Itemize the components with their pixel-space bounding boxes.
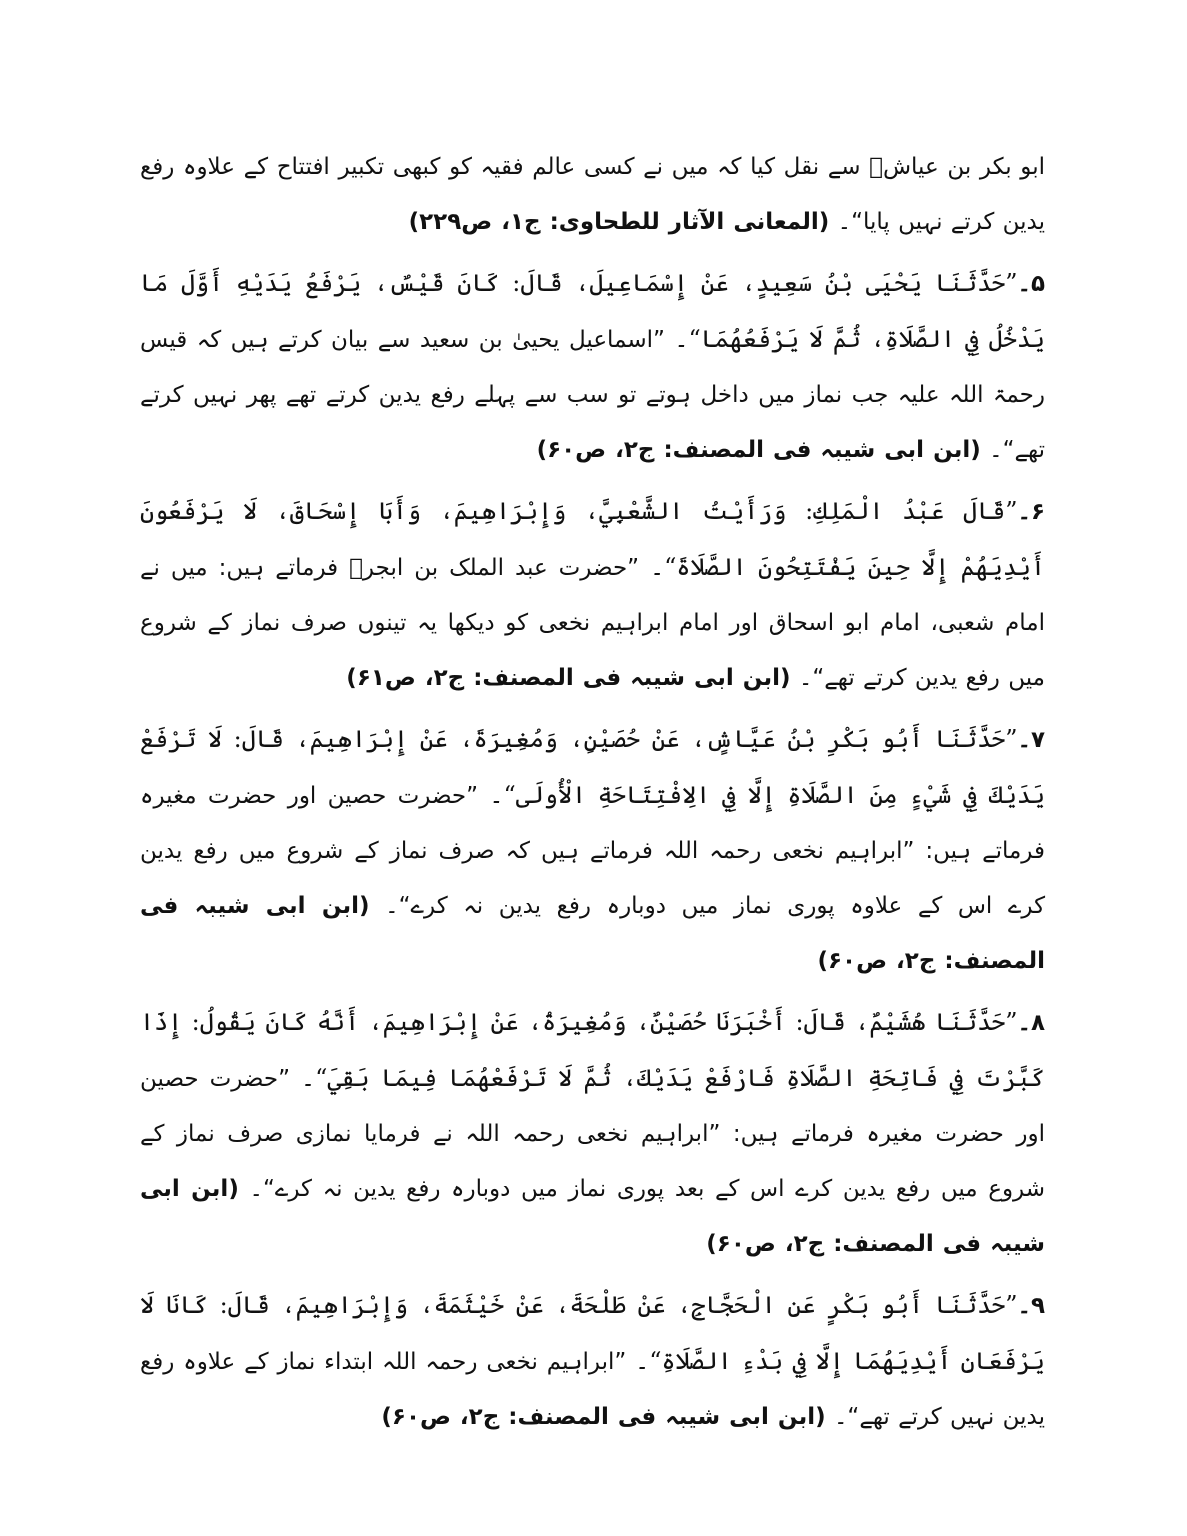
narration-6 [140,484,1045,706]
intro-paragraph [140,140,1045,250]
arabic-text: ”قَالَ عَبْدُ الْمَلِكِ: وَرَأَيْتُ الشَّعْبِيَّ، وَإِبْرَاهِيمَ، وَأَبَا إِسْحَاقَ، لَا يَرْفَعُونَ أَيْدِيَهُمْ إِلَّا حِينَ يَفْتَتِحُونَ الصَّلَاةَ“۔ [140,497,1046,581]
arabic-text: ”حَدَّثَنَا أَبُو بَكْرٍ عَنِ الْحَجَّاجِ، عَنْ طَلْحَةَ، عَنْ خَيْثَمَةَ، وَإِبْرَاهِيمَ، قَالَ: كَانَا لَا يَرْفَعَانِ أَيْدِيَهُمَا إِلَّا فِي بَدْءِ الصَّلَاةِ“۔ [140,1291,1045,1375]
narration-number: ۷۔ [1017,727,1045,753]
reference: (ابن ابی شیبہ فی المصنف: ج۲، ص۶۱) [346,665,791,691]
urdu-translation: ”حضرت حصین اور حضرت مغیرہ فرماتے ہیں: ”ابراہیم نخعی رحمہ اللہ نے فرمایا نمازی صرف نماز کے شروع میں رفع یدین کرے اس کے بعد پوری نماز میں دوبارہ رفع یدین نہ کرے“۔ [140,1066,1046,1202]
narration-7 [140,712,1045,989]
reference: (ابن ابی شیبہ فی المصنف: ج۲، ص۶۰) [140,893,1045,974]
reference: (ابن ابی شیبہ فی المصنف: ج۲، ص۶۰) [140,1176,1045,1257]
narration-9 [140,1278,1045,1445]
reference: (ابن ابی شیبہ فی المصنف: ج۲، ص۶۰) [536,437,981,463]
urdu-translation: ”حضرت عبد الملک بن ابجرؒ فرماتے ہیں: میں نے امام شعبی، امام ابو اسحاق اور امام ابراہیم نخعی کو دیکھا یہ تینوں صرف نماز کے شروع میں رفع یدین کرتے تھے“۔ [140,555,1045,691]
urdu-translation: ”ابراہیم نخعی رحمہ اللہ ابتداء نماز کے علاوہ رفع یدین نہیں کرتے تھے“۔ [140,1349,1045,1430]
arabic-text: ”حَدَّثَنَا أَبُو بَكْرِ بْنُ عَيَّاشٍ، عَنْ حُصَيْنٍ، وَمُغِيرَةَ، عَنْ إِبْرَاهِيمَ، قَالَ: لَا تَرْفَعْ يَدَيْكَ فِي شَيْءٍ مِنَ الصَّلَاةِ إِلَّا فِي الِافْتِتَاحَةِ الْأُولَى“۔ [140,725,1046,809]
intro-reference: (المعانی الآثار للطحاوی: ج۱، ص۲۲۹) [408,209,830,235]
narration-number: ۵۔ [1017,271,1045,297]
narration-number: ۹۔ [1017,1293,1045,1319]
narration-5 [140,256,1045,478]
urdu-translation: ”اسماعیل یحییٰ بن سعید سے بیان کرتے ہیں کہ قیس رحمۃ اللہ علیہ جب نماز میں داخل ہوتے تو سب سے پہلے رفع یدین کرتے تھے پھر نہیں کرتے تھے“۔ [140,327,1045,463]
intro-text: ابو بکر بن عیاشؒ سے نقل کیا کہ میں نے کسی عالم فقیہ کو کبھی تکبیر افتتاح کے علاوہ رفع یدین کرتے نہیں پایا“۔ [140,154,1045,235]
urdu-translation: ”حضرت حصین اور حضرت مغیرہ فرماتے ہیں: ”ابراہیم نخعی رحمہ اللہ فرماتے ہیں کہ صرف نماز کے شروع میں رفع یدین کرے اس کے علاوہ پوری نماز میں دوبارہ رفع یدین نہ کرے“۔ [140,783,1046,919]
narration-8 [140,995,1045,1272]
narration-number: ۶۔ [1017,499,1045,525]
reference: (ابن ابی شیبہ فی المصنف: ج۲، ص۶۰) [381,1404,826,1430]
document-page [140,140,1045,1451]
arabic-text: ”حَدَّثَنَا هُشَيْمٌ، قَالَ: أَخْبَرَنَا حُصَيْنٌ، وَمُغِيرَةُ، عَنْ إِبْرَاهِيمَ، أَنَّهُ كَانَ يَقُولُ: إِذَا كَبَّرْتَ فِي فَاتِحَةِ الصَّلَاةِ فَارْفَعْ يَدَيْكَ، ثُمَّ لَا تَرْفَعْهُمَا فِيمَا بَقِيَ“۔ [140,1008,1045,1092]
narration-number: ۸۔ [1017,1010,1045,1036]
arabic-text: ”حَدَّثَنَا يَحْيَى بْنُ سَعِيدٍ، عَنْ إِسْمَاعِيلَ، قَالَ: كَانَ قَيْسٌ، يَرْفَعُ يَدَيْهِ أَوَّلَ مَا يَدْخُلُ فِي الصَّلَاةِ، ثُمَّ لَا يَرْفَعُهُمَا“۔ [140,269,1045,353]
